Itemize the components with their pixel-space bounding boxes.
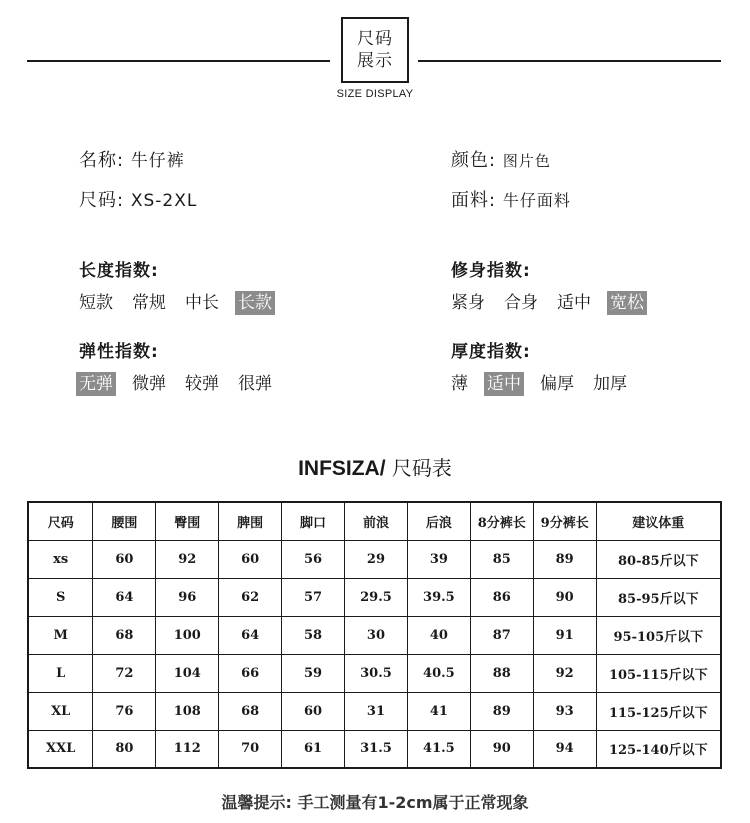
table-cell: 100 xyxy=(156,616,219,654)
info-color xyxy=(451,146,551,172)
table-cell: 58 xyxy=(282,616,345,654)
table-cell: 70 xyxy=(219,730,282,768)
table-row xyxy=(28,692,721,730)
elasticity-index-title: 弹性指数: xyxy=(79,342,159,362)
table-cell: 80-85斤以下 xyxy=(596,540,721,578)
info-fabric xyxy=(451,186,571,212)
size-display-subtitle: SIZE DISPLAY xyxy=(336,88,414,100)
table-cell: L xyxy=(28,654,93,692)
table-cell: 66 xyxy=(219,654,282,692)
size-table xyxy=(27,501,722,769)
index-option: 较弹 xyxy=(185,374,219,394)
header-rule-right xyxy=(418,60,721,62)
size-value: XS-2XL xyxy=(130,191,198,211)
table-cell: 41 xyxy=(407,692,470,730)
column-header: 腰围 xyxy=(93,502,156,540)
table-cell: 31.5 xyxy=(345,730,408,768)
table-cell: 60 xyxy=(93,540,156,578)
index-option: 适中 xyxy=(557,293,591,313)
table-cell: 60 xyxy=(282,692,345,730)
index-option: 薄 xyxy=(451,374,468,394)
table-cell: 104 xyxy=(156,654,219,692)
table-cell: 85 xyxy=(470,540,533,578)
table-row xyxy=(28,540,721,578)
table-cell: S xyxy=(28,578,93,616)
table-cell: 93 xyxy=(533,692,596,730)
table-cell: 64 xyxy=(219,616,282,654)
index-option: 合身 xyxy=(504,293,538,313)
table-cell: 105-115斤以下 xyxy=(596,654,721,692)
column-header: 臀围 xyxy=(156,502,219,540)
index-option: 紧身 xyxy=(451,293,485,313)
table-cell: M xyxy=(28,616,93,654)
table-cell: 112 xyxy=(156,730,219,768)
table-cell: 88 xyxy=(470,654,533,692)
table-cell: 64 xyxy=(93,578,156,616)
table-cell: 61 xyxy=(282,730,345,768)
table-cell: 92 xyxy=(156,540,219,578)
table-cell: 96 xyxy=(156,578,219,616)
brand-name: INFSIZA/ xyxy=(298,457,386,480)
fit-index-options xyxy=(448,291,647,315)
table-cell: 89 xyxy=(533,540,596,578)
length-index-title: 长度指数: xyxy=(79,261,159,281)
table-cell: 41.5 xyxy=(407,730,470,768)
table-cell: 68 xyxy=(219,692,282,730)
color-label: 颜色: xyxy=(451,150,497,171)
table-cell: XL xyxy=(28,692,93,730)
name-label: 名称: xyxy=(79,150,125,171)
table-cell: 68 xyxy=(93,616,156,654)
size-table-label: 尺码表 xyxy=(391,456,452,480)
index-option: 宽松 xyxy=(607,291,647,315)
index-option: 适中 xyxy=(484,372,524,396)
table-cell: 91 xyxy=(533,616,596,654)
table-cell: 30 xyxy=(345,616,408,654)
table-cell: 87 xyxy=(470,616,533,654)
header-rule-left xyxy=(27,60,330,62)
name-value: 牛仔裤 xyxy=(130,151,185,171)
column-header: 8分裤长 xyxy=(470,502,533,540)
table-cell: 60 xyxy=(219,540,282,578)
size-label: 尺码: xyxy=(79,190,125,211)
table-cell: 62 xyxy=(219,578,282,616)
table-cell: 29.5 xyxy=(345,578,408,616)
table-cell: 80 xyxy=(93,730,156,768)
badge-line-1: 尺码 xyxy=(357,29,393,49)
table-cell: 59 xyxy=(282,654,345,692)
table-cell: 31 xyxy=(345,692,408,730)
table-cell: 57 xyxy=(282,578,345,616)
table-cell: 108 xyxy=(156,692,219,730)
column-header: 前浪 xyxy=(345,502,408,540)
thickness-index-options xyxy=(448,372,630,396)
table-row xyxy=(28,616,721,654)
fabric-value: 牛仔面料 xyxy=(502,191,571,210)
table-cell: 76 xyxy=(93,692,156,730)
table-cell: 56 xyxy=(282,540,345,578)
size-table-title xyxy=(0,452,750,481)
table-cell: 92 xyxy=(533,654,596,692)
index-option: 很弹 xyxy=(238,374,272,394)
table-cell: 89 xyxy=(470,692,533,730)
size-display-badge xyxy=(341,17,409,83)
table-cell: 40 xyxy=(407,616,470,654)
index-option: 加厚 xyxy=(593,374,627,394)
measurement-tip: 温馨提示: 手工测量有1-2cm属于正常现象 xyxy=(221,793,529,812)
column-header: 建议体重 xyxy=(596,502,721,540)
index-option: 无弹 xyxy=(76,372,116,396)
index-option: 短款 xyxy=(79,293,113,313)
table-cell: 29 xyxy=(345,540,408,578)
table-cell: XXL xyxy=(28,730,93,768)
thickness-index-title: 厚度指数: xyxy=(451,342,531,362)
table-cell: 90 xyxy=(470,730,533,768)
length-index-options xyxy=(76,291,275,315)
column-header: 后浪 xyxy=(407,502,470,540)
fit-index-title: 修身指数: xyxy=(451,261,531,281)
size-table-header-row xyxy=(28,502,721,540)
column-header: 9分裤长 xyxy=(533,502,596,540)
table-cell: 30.5 xyxy=(345,654,408,692)
table-cell: 39 xyxy=(407,540,470,578)
fabric-label: 面料: xyxy=(451,190,497,211)
color-value: 图片色 xyxy=(502,152,551,170)
info-name xyxy=(79,146,185,172)
index-option: 微弹 xyxy=(132,374,166,394)
column-header: 脾围 xyxy=(219,502,282,540)
index-option: 中长 xyxy=(185,293,219,313)
table-cell: 39.5 xyxy=(407,578,470,616)
table-cell: 115-125斤以下 xyxy=(596,692,721,730)
table-cell: 86 xyxy=(470,578,533,616)
column-header: 脚口 xyxy=(282,502,345,540)
info-size xyxy=(79,186,197,212)
elasticity-index-options xyxy=(76,372,275,396)
table-row xyxy=(28,578,721,616)
badge-line-2: 展示 xyxy=(357,51,393,71)
table-cell: 40.5 xyxy=(407,654,470,692)
table-cell: xs xyxy=(28,540,93,578)
table-cell: 85-95斤以下 xyxy=(596,578,721,616)
size-table-body xyxy=(28,540,721,768)
table-cell: 125-140斤以下 xyxy=(596,730,721,768)
index-option: 长款 xyxy=(235,291,275,315)
table-cell: 95-105斤以下 xyxy=(596,616,721,654)
table-cell: 94 xyxy=(533,730,596,768)
column-header: 尺码 xyxy=(28,502,93,540)
table-cell: 90 xyxy=(533,578,596,616)
index-option: 常规 xyxy=(132,293,166,313)
index-option: 偏厚 xyxy=(540,374,574,394)
table-row xyxy=(28,654,721,692)
table-row xyxy=(28,730,721,768)
table-cell: 72 xyxy=(93,654,156,692)
